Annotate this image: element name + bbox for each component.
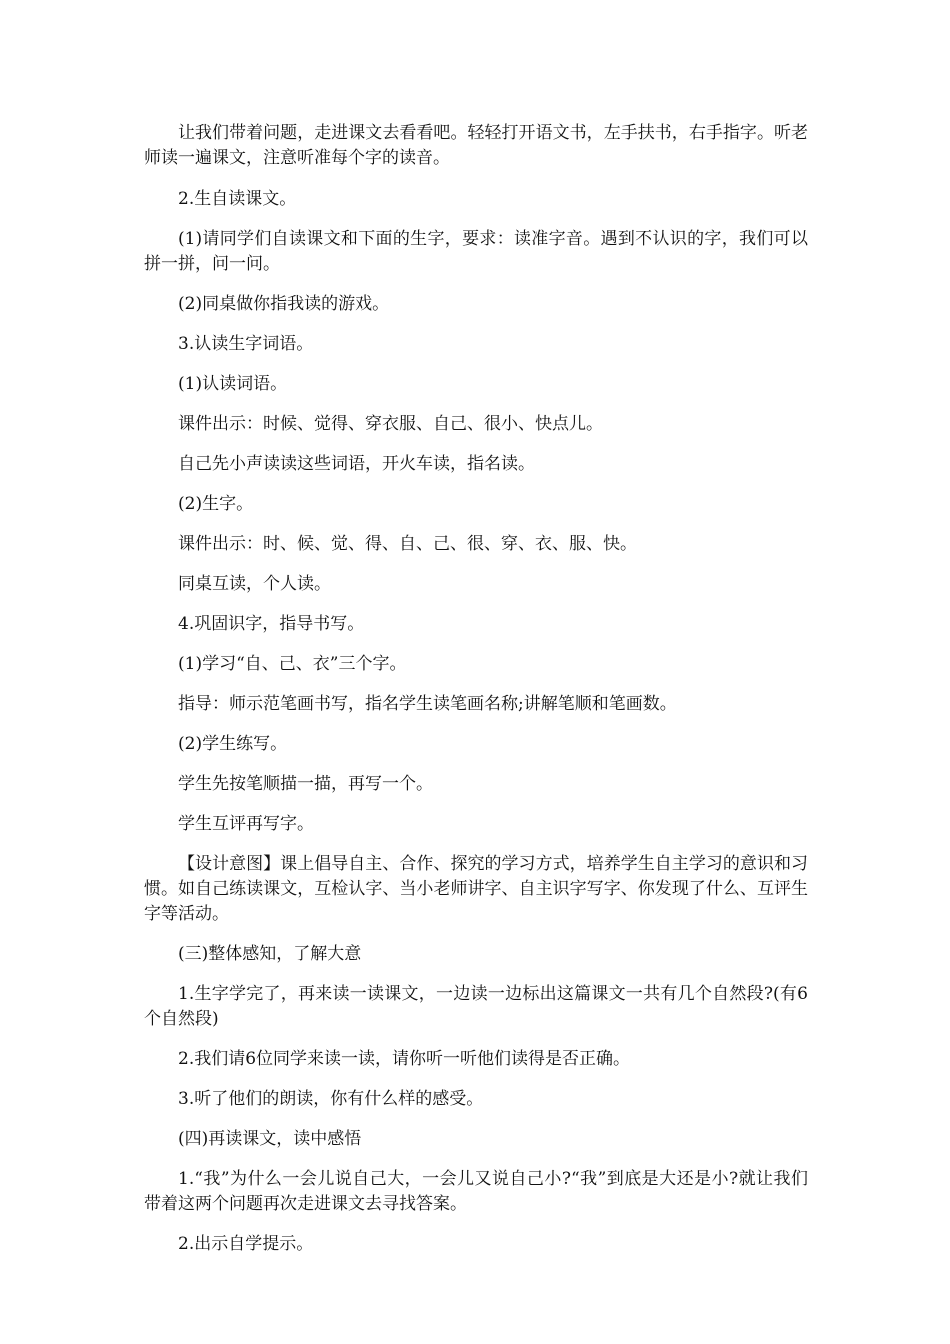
paragraph: 学生互评再写字。 (178, 814, 314, 834)
paragraph: 4.巩固识字，指导书写。 (178, 614, 365, 634)
paragraph: (2)同桌做你指我读的游戏。 (178, 294, 390, 314)
paragraph: 让我们带着问题，走进课文去看看吧。轻轻打开语文书，左手扶书，右手指字。听老师读一遍课文，注意听准每个字的读音。 (144, 123, 808, 168)
paragraph: (1)认读词语。 (178, 374, 288, 394)
paragraph: (1)请同学们自读课文和下面的生字，要求：读准字音。遇到不认识的字，我们可以拼一拼，问一问。 (144, 229, 808, 274)
paragraph: 指导：师示范笔画书写，指名学生读笔画名称;讲解笔顺和笔画数。 (178, 694, 677, 714)
paragraph: 2.生自读课文。 (178, 189, 297, 209)
paragraph: (2)生字。 (178, 494, 254, 514)
paragraph: 【设计意图】课上倡导自主、合作、探究的学习方式，培养学生自主学习的意识和习惯。如自己练读课文，互检认字、当小老师讲字、自主识字写字、你发现了什么、互评生字等活动。 (144, 854, 808, 924)
document-page (144, 121, 808, 1272)
paragraph: 自己先小声读读这些词语，开火车读，指名读。 (178, 454, 535, 474)
paragraph: 课件出示：时、候、觉、得、自、己、很、穿、衣、服、快。 (178, 534, 637, 554)
paragraph: 2.出示自学提示。 (178, 1234, 314, 1254)
paragraph: (2)学生练写。 (178, 734, 288, 754)
paragraph: (三)整体感知，了解大意 (178, 944, 362, 964)
paragraph: 课件出示：时候、觉得、穿衣服、自己、很小、快点儿。 (178, 414, 603, 434)
paragraph: (1)学习“自、己、衣”三个字。 (178, 654, 407, 674)
paragraph: 学生先按笔顺描一描，再写一个。 (178, 774, 433, 794)
paragraph: 3.听了他们的朗读，你有什么样的感受。 (178, 1089, 484, 1109)
paragraph: 3.认读生字词语。 (178, 334, 314, 354)
paragraph: 同桌互读，个人读。 (178, 574, 331, 594)
paragraph: (四)再读课文，读中感悟 (178, 1129, 362, 1149)
paragraph: 2.我们请6位同学来读一读，请你听一听他们读得是否正确。 (178, 1049, 631, 1069)
paragraph: 1.“我”为什么一会儿说自己大，一会儿又说自己小?“我”到底是大还是小?就让我们带着这两个问题再次走进课文去寻找答案。 (144, 1169, 808, 1214)
paragraph: 1.生字学完了，再来读一读课文，一边读一边标出这篇课文一共有几个自然段?(有6个自然段) (144, 984, 808, 1029)
